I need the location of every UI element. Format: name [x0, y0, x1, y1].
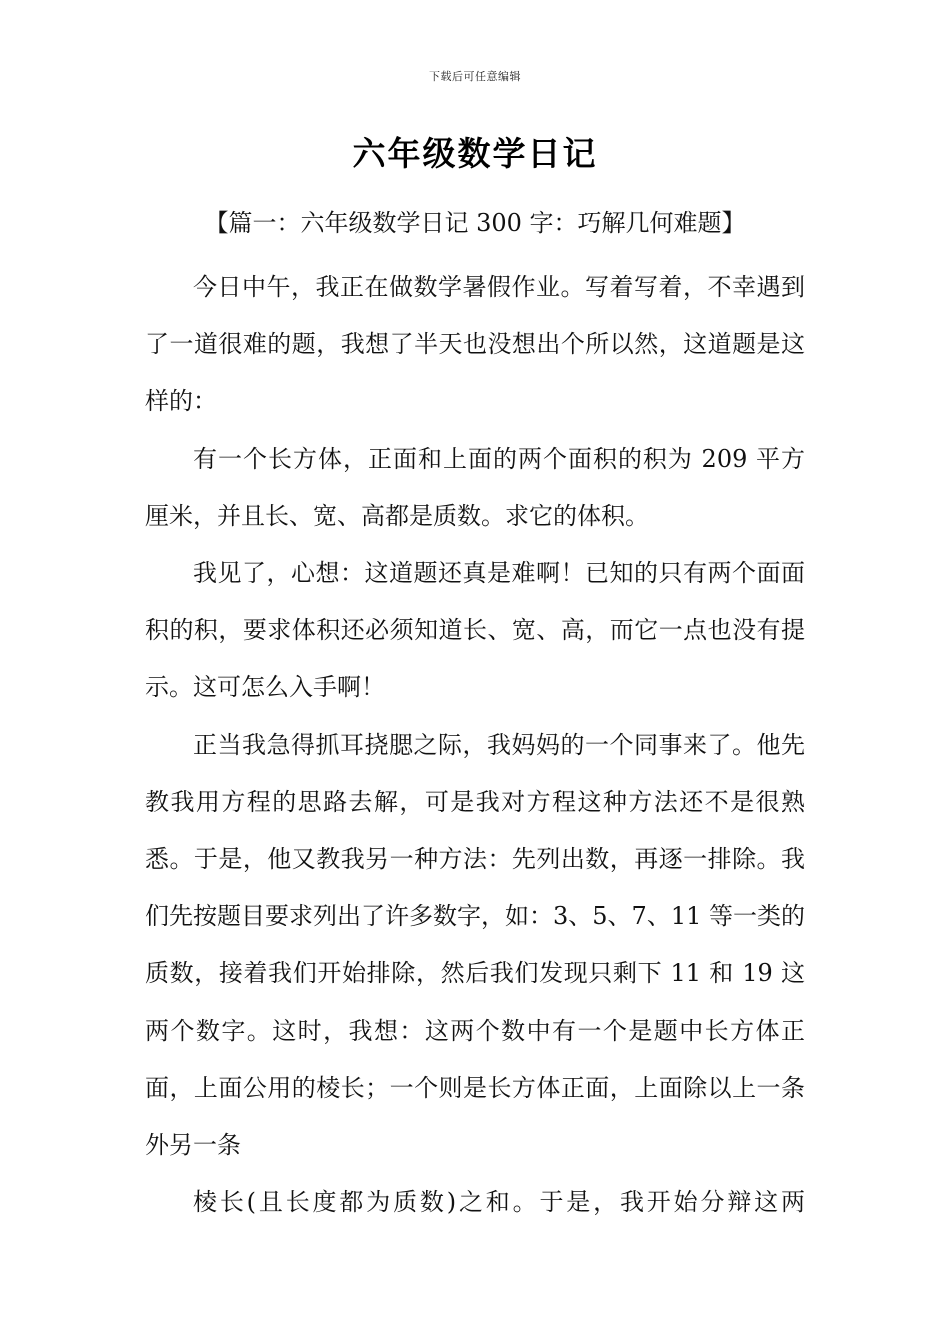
header-note: 下载后可任意编辑 — [429, 70, 521, 83]
section-heading: 【篇一：六年级数学日记 300 字：巧解几何难题】 — [204, 209, 746, 237]
paragraph: 今日中午，我正在做数学暑假作业。写着写着，不幸遇到了一道很难的题，我想了半天也没想出个所以然，这道题是这样的： — [145, 273, 805, 416]
paragraph: 有一个长方体，正面和上面的两个面积的积为 209 平方厘米，并且长、宽、高都是质数。求它的体积。 — [145, 444, 805, 530]
page-title: 六年级数学日记 — [352, 134, 598, 173]
paragraph: 棱长(且长度都为质数)之和。于是，我开始分辩这两 — [193, 1188, 805, 1217]
paragraph: 我见了，心想：这道题还真是难啊！已知的只有两个面面积的积，要求体积还必须知道长、宽、高，而它一点也没有提示。这可怎么入手啊！ — [145, 559, 805, 702]
paragraph: 正当我急得抓耳挠腮之际，我妈妈的一个同事来了。他先教我用方程的思路去解，可是我对方程这种方法还不是很熟悉。于是，他又教我另一种方法：先列出数，再逐一排除。我们先按题目要求列出了许多数字，如：3、5、7、11 等一类的质数，接着我们开始排除，然后我们发现只剩下 11 和 19 这两个数字。这时，我想：这两个数中有一个是题中长方体正面，上面公用的棱长；一个则是长方体正面，上面除以上一条外另一条 — [145, 730, 805, 1160]
article-body — [145, 259, 805, 1231]
